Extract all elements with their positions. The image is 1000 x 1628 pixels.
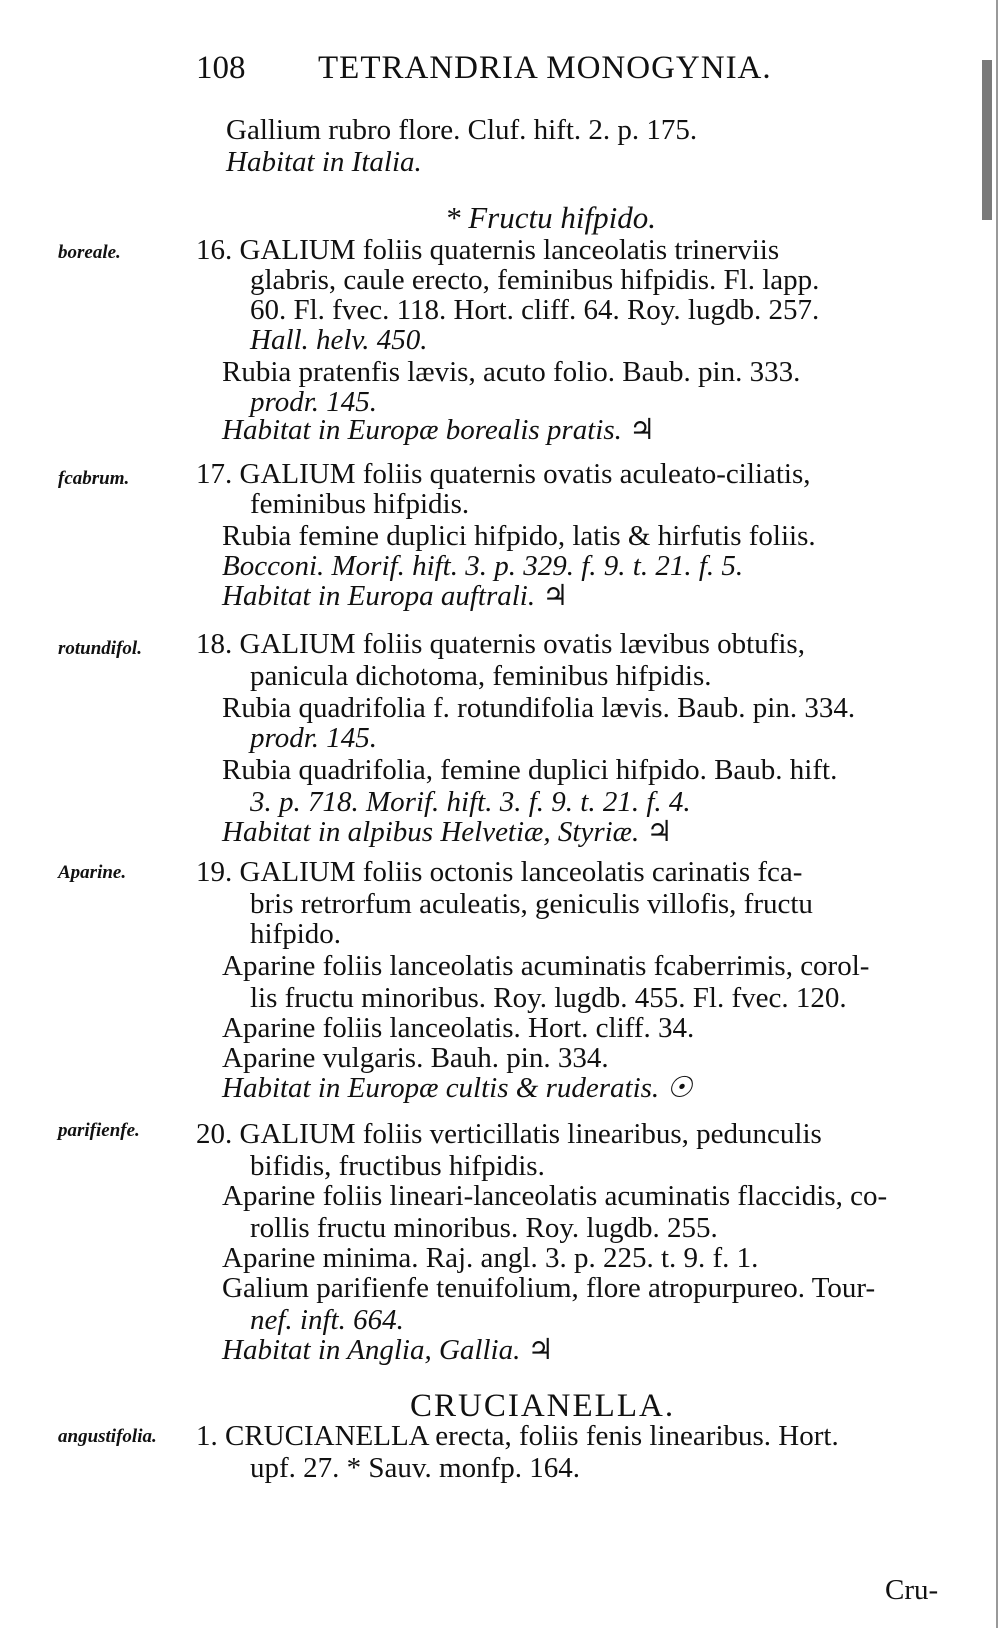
entry-line: nef. inft. 664.: [250, 1304, 404, 1336]
entry-line: 20. GALIUM foliis verticillatis linearibus, pedunculis: [196, 1118, 822, 1150]
page-number: 108: [196, 50, 246, 86]
entry-line: Rubia quadrifolia f. rotundifolia lævis. Baub. pin. 334.: [222, 692, 856, 724]
entry-line: upf. 27. * Sauv. monfp. 164.: [250, 1452, 580, 1484]
margin-label: boreale.: [58, 242, 121, 263]
entry-line: 16. GALIUM foliis quaternis lanceolatis trinerviis: [196, 234, 780, 266]
entry-line: Hall. helv. 450.: [250, 324, 428, 356]
entry-line: Aparine foliis lineari-lanceolatis acuminatis flaccidis, co-: [222, 1180, 888, 1212]
section-title: CRUCIANELLA.: [410, 1388, 676, 1424]
entry-line: Habitat in Europæ borealis pratis. ♃: [222, 414, 656, 446]
entry-line: Aparine vulgaris. Bauh. pin. 334.: [222, 1042, 609, 1074]
margin-label: rotundifol.: [58, 638, 142, 659]
entry-line: bifidis, fructibus hifpidis.: [250, 1150, 545, 1182]
entry-line: prodr. 145.: [250, 722, 378, 754]
entry-line: 60. Fl. fvec. 118. Hort. cliff. 64. Roy. lugdb. 257.: [250, 294, 820, 326]
running-title: TETRANDRIA MONOGYNIA.: [318, 50, 772, 86]
margin-label: fcabrum.: [58, 468, 130, 489]
entry-line: Rubia femine duplici hifpido, latis & hirfutis foliis.: [222, 520, 816, 552]
margin-label: parifienfe.: [58, 1120, 140, 1141]
margin-label: angustifolia.: [58, 1426, 157, 1447]
entry-line: prodr. 145.: [250, 386, 378, 418]
entry-line: Aparine minima. Raj. angl. 3. p. 225. t. 9. f. 1.: [222, 1242, 759, 1274]
entry-line: rollis fructu minoribus. Roy. lugdb. 255.: [250, 1212, 718, 1244]
entry-line: panicula dichotoma, feminibus hifpidis.: [250, 660, 712, 692]
entry-line: Aparine foliis lanceolatis. Hort. cliff. 34.: [222, 1012, 695, 1044]
margin-label: Aparine.: [58, 862, 127, 883]
entry-line: Habitat in Anglia, Gallia. ♃: [222, 1334, 554, 1366]
intro-line-2: Habitat in Italia.: [226, 146, 422, 178]
entry-line: 19. GALIUM foliis octonis lanceolatis carinatis fca-: [196, 856, 803, 888]
entry-line: Habitat in alpibus Helvetiæ, Styriæ. ♃: [222, 816, 673, 848]
entry-line: 17. GALIUM foliis quaternis ovatis aculeato-ciliatis,: [196, 458, 811, 490]
page-edge-shadow: [996, 0, 998, 1628]
entry-line: Rubia quadrifolia, femine duplici hifpido. Baub. hift.: [222, 754, 838, 786]
entry-line: bris retrorfum aculeatis, geniculis villofis, fructu: [250, 888, 813, 920]
page-header: [0, 50, 1000, 100]
catchword: Cru-: [885, 1574, 939, 1606]
entry-line: Galium parifienfe tenuifolium, flore atropurpureo. Tour-: [222, 1272, 876, 1304]
entry-line: Habitat in Europæ cultis & ruderatis. ☉: [222, 1072, 693, 1104]
entry-line: glabris, caule erecto, feminibus hifpidis. Fl. lapp.: [250, 264, 820, 296]
entry-line: feminibus hifpidis.: [250, 488, 470, 520]
entry-line: Aparine foliis lanceolatis acuminatis fcaberrimis, corol-: [222, 950, 870, 982]
entry-line: lis fructu minoribus. Roy. lugdb. 455. Fl. fvec. 120.: [250, 982, 847, 1014]
entry-line: 18. GALIUM foliis quaternis ovatis lævibus obtufis,: [196, 628, 805, 660]
entry-line: Habitat in Europa auftrali. ♃: [222, 580, 569, 612]
entry-line: hifpido.: [250, 918, 342, 950]
entry-line: 1. CRUCIANELLA erecta, foliis fenis linearibus. Hort.: [196, 1420, 839, 1452]
intro-line-1: Gallium rubro flore. Cluf. hift. 2. p. 175.: [226, 114, 698, 146]
entry-line: Rubia pratenfis lævis, acuto folio. Baub. pin. 333.: [222, 356, 801, 388]
entry-line: Bocconi. Morif. hift. 3. p. 329. f. 9. t. 21. f. 5.: [222, 550, 744, 582]
entry-line: 3. p. 718. Morif. hift. 3. f. 9. t. 21. f. 4.: [250, 786, 691, 818]
subheading: * Fructu hifpido.: [445, 200, 656, 235]
